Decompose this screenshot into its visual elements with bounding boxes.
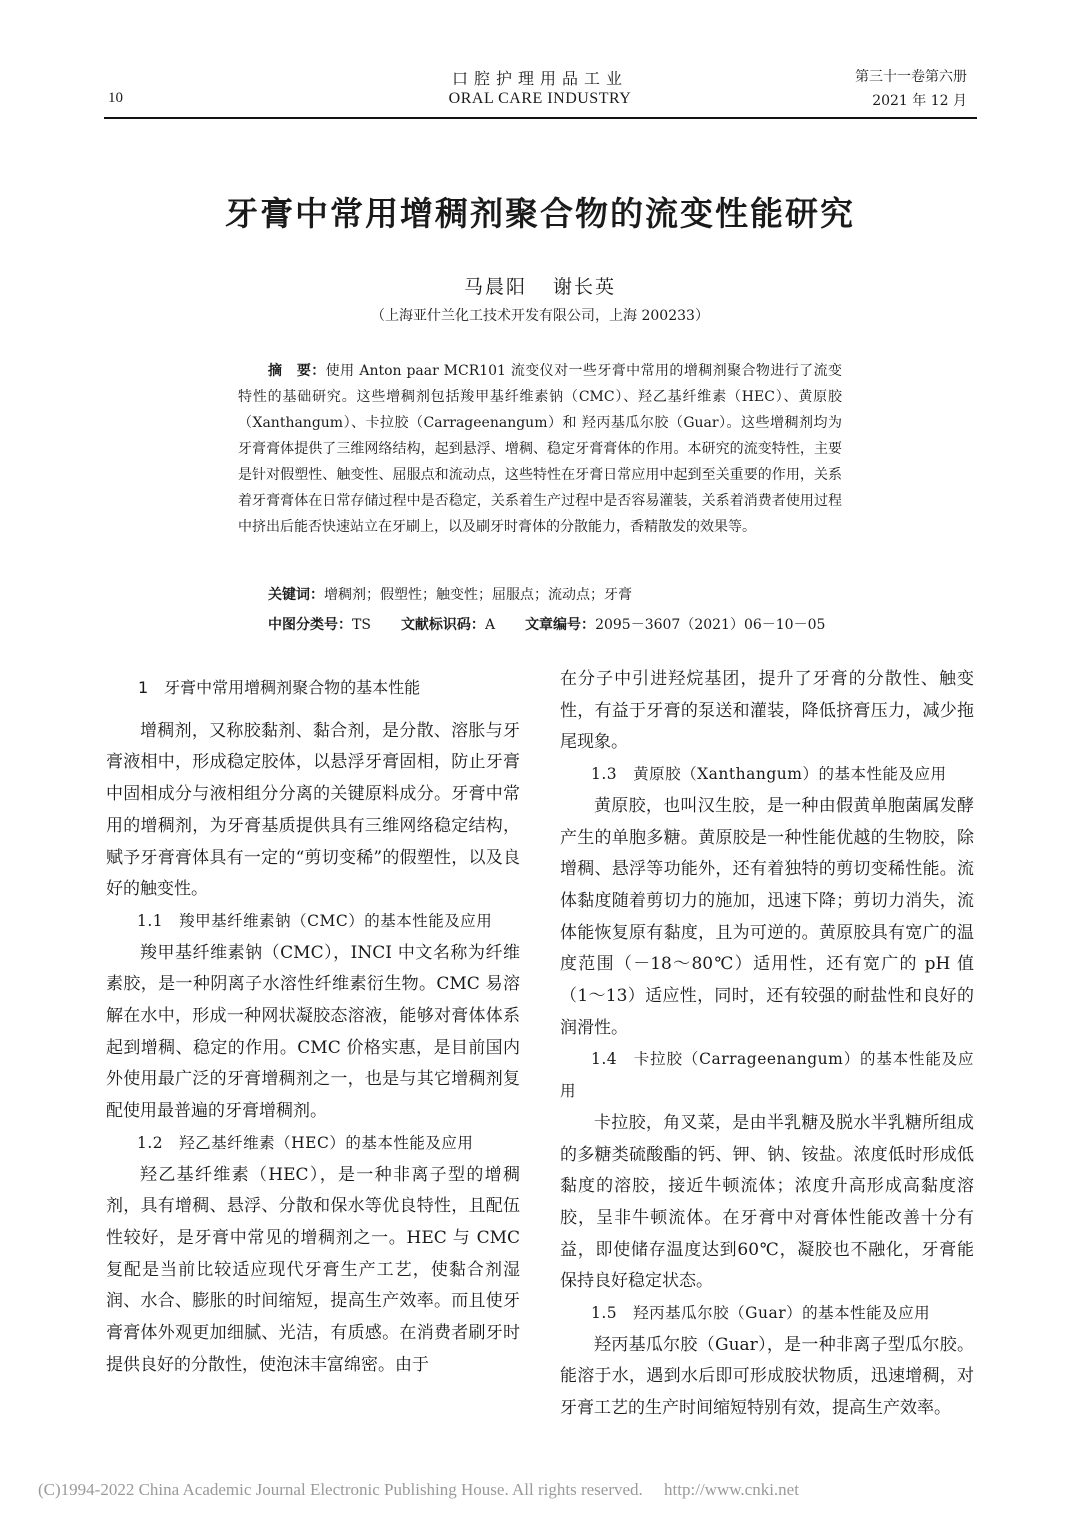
affiliation: （上海亚什兰化工技术开发有限公司，上海 200233） — [371, 308, 709, 324]
page-number: 10 — [108, 90, 123, 106]
abstract-label: 摘 要： — [268, 363, 326, 379]
subsection-heading: 1.1 羧甲基纤维素钠（CMC）的基本性能及应用 — [137, 911, 493, 930]
paragraph: 黄原胶，也叫汉生胶，是一种由假黄单胞菌属发酵产生的单胞多糖。黄原胶是一种性能优越的生物胶，除增稠、悬浮等功能外，还有着独特的剪切变稀性能。流体黏度随着剪切力的施加，迅速下降；剪切力消失，流体能恢复原有黏度，且为可逆的。黄原胶具有宽广的温度范围（－18～80℃）适用性，还有宽广的 pH 值（1～13）适应性，同时，还有较强的耐盐性和良好的润滑性。 — [560, 795, 974, 1038]
subsection-heading: 1.3 黄原胶（Xanthangum）的基本性能及应用 — [591, 765, 947, 784]
paper-title: 牙膏中常用增稠剂聚合物的流变性能研究 — [225, 194, 855, 233]
doc-code-label: 文献标识码： — [400, 617, 485, 633]
paragraph: 羟丙基瓜尔胶（Guar），是一种非离子型瓜尔胶。能溶于水，遇到水后即可形成胶状物质，迅速增稠，对牙膏工艺的生产时间缩短特别有效，提高生产效率。 — [560, 1334, 974, 1419]
copyright-footer: (C)1994-2022 China Academic Journal Electronic Publishing House. All rights reserved. http://www.cnki.net — [38, 1480, 799, 1499]
author-name: 马晨阳 — [463, 276, 527, 298]
abstract-text: 使用 Anton paar MCR101 流变仪对一些牙膏中常用的增稠剂聚合物进行了流变特性的基础研究。这些增稠剂包括羧甲基纤维素钠（CMC）、羟乙基纤维素（HEC）、黄原胶（Xanthangum）、卡拉胶（Carrageenangum）和 羟丙基瓜尔胶（Guar）。这些增稠剂均为牙膏膏体提供了三维网络结构，起到悬浮、增稠、稳定牙膏膏体的作用。本研究的流变特性，主要是针对假塑性、触变性、屈服点和流动点，这些特性在牙膏日常应用中起到至关重要的作用，关系着牙膏膏体在日常存储过程中是否稳定，关系着生产过程中是否容易灌装，关系着消费者使用过程中挤出后能否快速站立在牙刷上，以及刷牙时膏体的分散能力，香精散发的效果等。 — [238, 363, 843, 535]
paragraph: 羧甲基纤维素钠（CMC），INCI 中文名称为纤维素胶，是一种阴离子水溶性纤维素衍生物。CMC 易溶解在水中，形成一种网状凝胶态溶液，能够对膏体体系起到增稠、稳定的作用。CMC 价格实惠，是目前国内外使用最广泛的牙膏增稠剂之一，也是与其它增稠剂复配使用最普遍的牙膏增稠剂。 — [106, 942, 520, 1122]
journal-title-cn: 口腔护理用品工业 — [451, 69, 628, 88]
paragraph: 增稠剂，又称胶黏剂、黏合剂，是分散、溶胀与牙膏液相中，形成稳定胶体，以悬浮牙膏固相，防止牙膏中固相成分与液相组分分离的关键原料成分。牙膏中常用的增稠剂，为牙膏基质提供具有三维网络稳定结构，赋予牙膏膏体具有一定的“剪切变稀”的假塑性，以及良好的触变性。 — [106, 720, 520, 900]
classification-line — [268, 614, 868, 636]
keywords-text: 增稠剂；假塑性；触变性；屈服点；流动点；牙膏 — [324, 587, 632, 603]
clc-value: TS — [352, 617, 371, 633]
keywords-label: 关键词： — [268, 587, 324, 603]
journal-title-en: ORAL CARE INDUSTRY — [448, 90, 632, 107]
article-number-label: 文章编号： — [525, 617, 596, 633]
paragraph: 羟乙基纤维素（HEC），是一种非离子型的增稠剂，具有增稠、悬浮、分散和保水等优良特性，且配伍性较好，是牙膏中常见的增稠剂之一。HEC 与 CMC 复配是当前比较适应现代牙膏生产工艺，使黏合剂湿润、水合、膨胀的时间缩短，提高生产效率。而且使牙膏膏体外观更加细腻、光洁，有质感。在消费者刷牙时提供良好的分散性，使泡沫丰富绵密。由于 — [106, 1164, 520, 1375]
author-list — [0, 272, 1080, 299]
clc-label: 中图分类号： — [268, 617, 352, 633]
keywords — [268, 584, 848, 606]
author-name: 谢长英 — [553, 276, 617, 298]
volume-info: 第三十一卷第六册 — [855, 69, 967, 85]
abstract — [238, 358, 842, 540]
issue-date: 2021 年 12 月 — [872, 93, 967, 109]
doc-code-value: A — [484, 617, 496, 633]
article-number-value: 2095－3607（2021）06－10－05 — [595, 617, 826, 633]
subsection-heading: 1.5 羟丙基瓜尔胶（Guar）的基本性能及应用 — [591, 1304, 931, 1323]
subsection-heading: 1.4 卡拉胶（Carrageenangum）的基本性能及应用 — [560, 1050, 974, 1101]
body-column-left — [106, 664, 520, 1381]
body-column-right — [560, 664, 974, 1425]
subsection-heading: 1.2 羟乙基纤维素（HEC）的基本性能及应用 — [137, 1133, 474, 1152]
header-rule — [104, 117, 977, 119]
section-heading: 1 牙膏中常用增稠剂聚合物的基本性能 — [138, 678, 421, 697]
paragraph: 卡拉胶，角叉菜，是由半乳糖及脱水半乳糖所组成的多糖类硫酸酯的钙、钾、钠、铵盐。浓度低时形成低黏度的溶胶，接近牛顿流体；浓度升高形成高黏度溶胶，呈非牛顿流体。在牙膏中对膏体性能改善十分有益，即使储存温度达到60℃，凝胶也不融化，牙膏能保持良好稳定状态。 — [560, 1112, 974, 1292]
paragraph-continuation: 在分子中引进羟烷基团，提升了牙膏的分散性、触变性，有益于牙膏的泵送和灌装，降低挤膏压力，减少拖尾现象。 — [560, 669, 974, 753]
